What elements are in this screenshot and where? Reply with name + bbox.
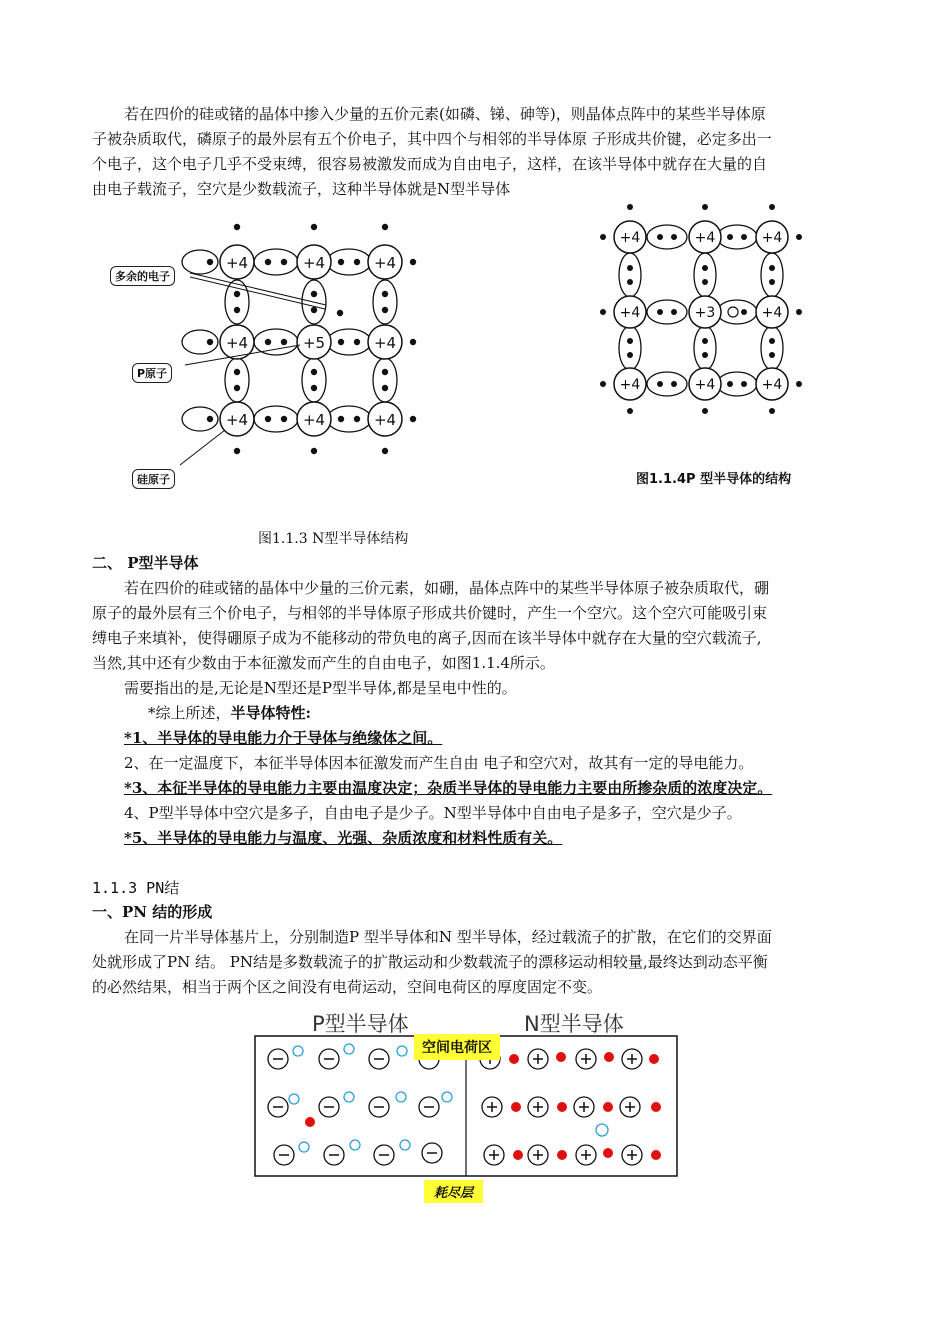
atom-label-b: +3 <box>694 305 716 321</box>
p-line-1: 若在四价的硅或锗的晶体中少量的三价元素，如硼，晶体点阵中的某些半导体原子被杂质取代，硼 <box>124 579 770 597</box>
atom-label: +4 <box>619 377 641 393</box>
atom-label: +4 <box>373 334 397 352</box>
atom-label: +4 <box>225 254 249 272</box>
p-line-3: 缚电子来填补，使得硼原子成为不能移动的带负电的离子,因而在该半导体中就存在大量的空穴载流子, <box>92 629 762 647</box>
atom-label: +4 <box>761 230 783 246</box>
space-charge-region-label: 空间电荷区 <box>414 1034 500 1060</box>
property-item-3: *3、本征半导体的导电能力主要由温度决定；杂质半导体的导电能力主要由所掺杂质的浓度决定。 <box>124 779 773 797</box>
hole-mark <box>728 307 738 317</box>
summary-prefix: *综上所述， <box>148 704 231 722</box>
atom-label: +4 <box>373 411 397 429</box>
pn-line-2: 处就形成了PN 结。 PN结是多数载流子的扩散运动和少数载流子的漂移运动相较量,最终达到动态平衡 <box>92 953 768 971</box>
callout-si-atom: 硅原子 <box>132 469 175 489</box>
caption-fig-1-1-4: 图1.1.4P 型半导体的结构 <box>636 472 792 487</box>
atom-label: +4 <box>225 334 249 352</box>
subheading-pn-formation: 一、PN 结的形成 <box>92 903 213 921</box>
neutral-statement: 需要指出的是,无论是N型还是P型半导体,都是呈电中性的。 <box>124 679 517 697</box>
atom-label: +4 <box>619 305 641 321</box>
atom-label: +4 <box>225 411 249 429</box>
atom-label-p: +5 <box>302 334 326 352</box>
atom-label: +4 <box>694 230 716 246</box>
property-item-1: *1、半导体的导电能力介于导体与绝缘体之间。 <box>124 729 443 747</box>
intro-line-1: 若在四价的硅或锗的晶体中掺入少量的五价元素(如磷、锑、砷等)，则晶体点阵中的某些半导体原 <box>124 105 766 123</box>
p-line-2: 原子的最外层有三个价电子，与相邻的半导体原子形成共价键时，产生一个空穴。这个空穴可能吸引束 <box>92 604 768 622</box>
pn-line-1: 在同一片半导体基片上，分别制造P 型半导体和N 型半导体，经过载流子的扩散，在它们的交界面 <box>124 928 772 946</box>
summary-line <box>148 702 311 723</box>
atom-label: +4 <box>761 377 783 393</box>
atom-label: +4 <box>302 411 326 429</box>
property-item-4: 4、P型半导体中空穴是多子，自由电子是少子。N型半导体中自由电子是多子，空穴是少子。 <box>124 804 742 822</box>
caption-fig-1-1-3: 图1.1.3 N型半导体结构 <box>258 531 409 547</box>
p-line-4: 当然,其中还有少数由于本征激发而产生的自由电子，如图1.1.4所示。 <box>92 654 555 672</box>
atom-label: +4 <box>302 254 326 272</box>
heading-p-type: 二、 P型半导体 <box>92 554 199 572</box>
callout-p-atom: P原子 <box>132 363 172 383</box>
atom-label: +4 <box>373 254 397 272</box>
property-item-2: 2、在一定温度下，本征半导体因本征激发而产生自由 电子和空穴对，故其有一定的导电能力。 <box>124 754 754 772</box>
label-n-semiconductor: N型半导体 <box>524 1012 624 1036</box>
atom-label: +4 <box>619 230 641 246</box>
p-type-lattice-figure <box>595 195 805 425</box>
pn-line-3: 的必然结果，相当于两个区之间没有电荷运动，空间电荷区的厚度固定不变。 <box>92 978 603 996</box>
intro-line-4: 由电子载流子，空穴是少数载流子，这种半导体就是N型半导体 <box>92 180 511 198</box>
heading-pn: 1.1.3 PN结 <box>92 879 180 897</box>
property-item-5: *5、半导体的导电能力与温度、光强、杂质浓度和材料性质有关。 <box>124 829 563 847</box>
atom-label: +4 <box>694 377 716 393</box>
label-p-semiconductor: P型半导体 <box>312 1012 409 1036</box>
callout-extra-electron: 多余的电子 <box>110 266 175 286</box>
intro-line-3: 个电子，这个电子几乎不受束缚，很容易被激发而成为自由电子，这样，在该半导体中就存在大量的自 <box>92 155 768 173</box>
intro-line-2: 子被杂质取代，磷原子的最外层有五个价电子，其中四个与相邻的半导体原 子形成共价键，必定多出一 <box>92 130 772 148</box>
depletion-layer-label: 耗尽层 <box>424 1180 483 1203</box>
summary-bold: 半导体特性: <box>230 704 312 722</box>
atom-label: +4 <box>761 305 783 321</box>
n-type-lattice-figure <box>100 215 430 500</box>
